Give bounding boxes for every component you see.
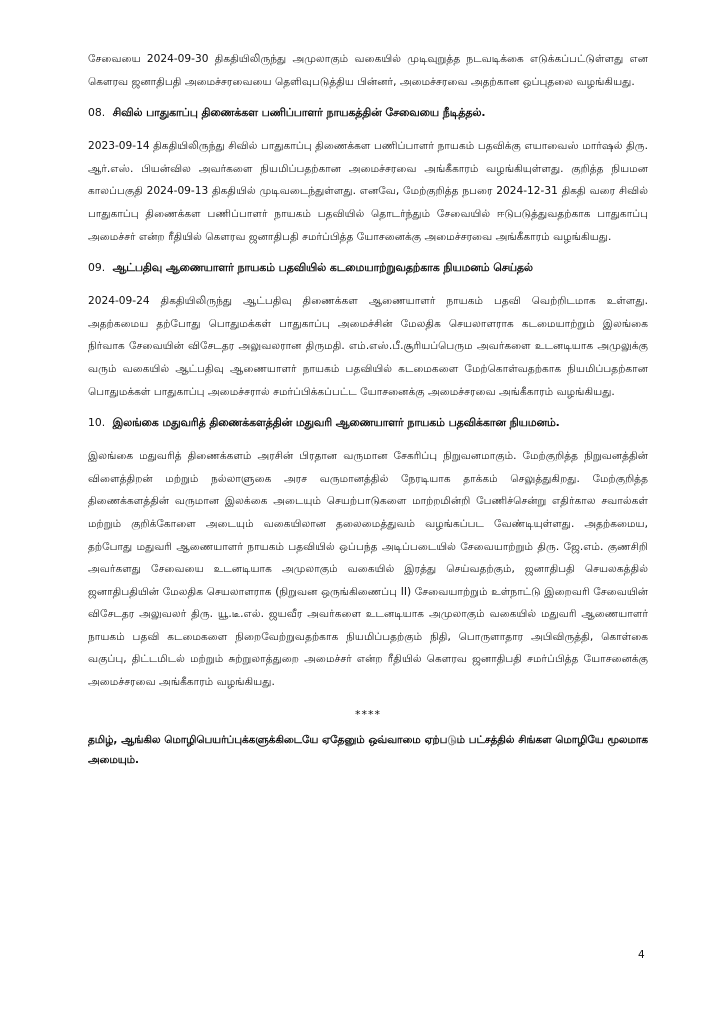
section-number: 09. bbox=[88, 261, 106, 275]
section-body: இலங்கை மதுவரித் திணைக்களம் அரசின் பிரதான வருமான சேகரிப்பு நிறுவனமாகும். மேற்குறித்த நிறுவனத்தின் விளைத்திறன் மற்றும் நல்லாளுகை அரச வருமானத்தில் நேரடியாக தாக்கம் செலுத்துகிறது. மேற்குறித்த திணைக்களத்தின் வருமான இலக்கை அடையும் செயற்பாடுகளை மாற்றமின்றி பேணிச்சென்று எதிர்கால சவால்கள் மற்றும் குறிக்கோளை அடையும் வகையிலான தலைமைத்துவம் வழங்கப்பட வேண்டியுள்ளது. அதற்கமைய, தற்போது மதுவரி ஆணையாளர் நாயகம் பதவியில் ஒப்பந்த அடிப்படையில் சேவையாற்றும் திரு. ஜே.எம். குணசிறி அவர்களது சேவையை உடனடியாக அமுலாகும் வகையில் இரத்து செய்வதற்கும், ஜனாதிபதி செயலகத்தில் ஜனாதிபதியின் மேலதிக செயலாளராக (நிறுவன ஒருங்கிணைப்பு II) சேவையாற்றும் உள்நாட்டு இறைவரி சேவையின் விசேடதர அலுவலர் திரு. யூ.டீ.எல். ஜயவீர அவர்களை உடனடியாக அமுலாகும் வகையில் மதுவரி ஆணையாளர் நாயகம் பதவி கடமைகளை நிறைவேற்றுவதற்காக நியமிப்பதற்கும் நிதி, பொருளாதார அபிவிருத்தி, கொள்கை வகுப்பு, திட்டமிடல் மற்றும் சுற்றுலாத்துறை அமைச்சர் என்ற ரீதியில் கௌரவ ஜனாதிபதி சமர்ப்பித்த யோசனைக்கு அமைச்சரவை அங்கீகாரம் வழங்கியது. bbox=[88, 450, 648, 689]
section-title: ஆட்பதிவு ஆணையாளர் நாயகம் பதவியில் கடமையாற்றுவதற்காக நியமனம் செய்தல் bbox=[112, 261, 533, 275]
section-number: 10. bbox=[88, 416, 106, 430]
separator: **** bbox=[355, 707, 381, 721]
document-page bbox=[88, 48, 648, 770]
section-title: சிவில் பாதுகாப்பு திணைக்கள பணிப்பாளர் நாயகத்தின் சேவையை நீடித்தல். bbox=[112, 106, 486, 120]
section-heading bbox=[88, 103, 648, 123]
section-title: இலங்கை மதுவரித் திணைக்களத்தின் மதுவரி ஆணையாளர் நாயகம் பதவிக்கான நியமனம். bbox=[112, 416, 560, 430]
section-body: 2024-09-24 திகதியிலிருந்து ஆட்பதிவு திணைக்கள ஆணையாளர் நாயகம் பதவி வெற்றிடமாக உள்ளது. அதற்கமைய தற்போது பொதுமக்கள் பாதுகாப்பு அமைச்சின் மேலதிக செயலாளராக கடமையாற்றும் இலங்கை நிர்வாக சேவையின் விசேடதர அலுவலரான திருமதி. எம்.எஸ்.பீ.சூரியப்பெரும அவர்களை உடனடியாக அமுலுக்கு வரும் வகையில் ஆட்பதிவு ஆணையாளர் நாயகம் பதவியில் கடமைகளை மேற்கொள்வதற்காக நியமிப்பதற்கான பொதுமக்கள் பாதுகாப்பு அமைச்சரால் சமர்ப்பிக்கப்பட்ட யோசனைக்கு அமைச்சரவை அங்கீகாரம் வழங்கியது. bbox=[88, 295, 648, 398]
section-number: 08. bbox=[88, 106, 106, 120]
intro-paragraph: சேவையை 2024-09-30 திகதியிலிருந்து அமுலாகும் வகையில் முடிவுறுத்த நடவடிக்கை எடுக்கப்பட்டுள்ளது என கௌரவ ஜனாதிபதி அமைச்சரவையை தெளிவுபடுத்திய பின்னர், அமைச்சரவை அதற்கான ஒப்புதலை வழங்கியது. bbox=[88, 53, 648, 88]
section-09 bbox=[88, 258, 648, 403]
language-note: தமிழ், ஆங்கில மொழிபெயர்ப்புக்களுக்கிடையே ஏதேனும் ஒவ்வாமை ஏற்படும் பட்சத்தில் சிங்கள மொழியே மூலமாக அமையும். bbox=[88, 734, 648, 767]
section-heading bbox=[88, 413, 648, 433]
section-08 bbox=[88, 103, 648, 248]
section-10 bbox=[88, 413, 648, 694]
section-body: 2023-09-14 திகதியிலிருந்து சிவில் பாதுகாப்பு திணைக்கள பணிப்பாளர் நாயகம் பதவிக்கு எயாவைஸ் மார்ஷல் திரு. ஆர்.எஸ். பியன்வில அவர்களை நியமிப்பதற்கான அமைச்சரவை அங்கீகாரம் வழங்கியுள்ளது. குறித்த நியமன காலப்பகுதி 2024-09-13 திகதியில் முடிவடைந்துள்ளது. எனவே, மேற்குறித்த நபரை 2024-12-31 திகதி வரை சிவில் பாதுகாப்பு திணைக்கள பணிப்பாளர் நாயகம் பதவியில் தொடர்ந்தும் சேவையில் ஈடுபடுத்துவதற்காக பாதுகாப்பு அமைச்சர் என்ற ரீதியில் கௌரவ ஜனாதிபதி சமர்ப்பித்த யோசனைக்கு அமைச்சரவை அங்கீகாரம் வழங்கியது. bbox=[88, 140, 648, 243]
section-heading bbox=[88, 258, 648, 278]
page-number: 4 bbox=[638, 949, 645, 961]
